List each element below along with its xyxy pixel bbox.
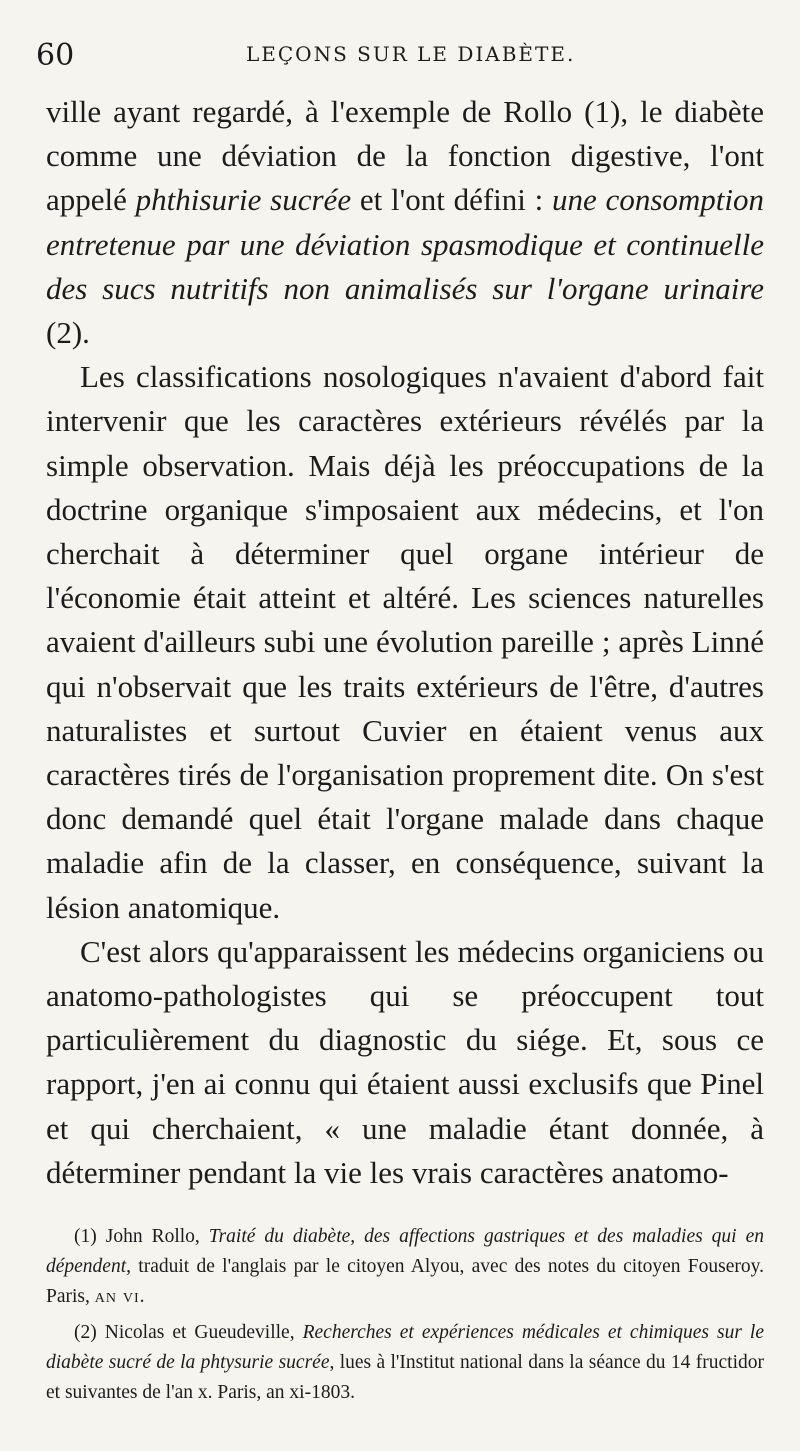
paragraph-1-text-c: et l'ont défini : <box>351 182 553 218</box>
footnote-2-text-a: (2) Nicolas et Gueudeville, <box>74 1322 303 1343</box>
paragraph-3: C'est alors qu'apparaissent les médecins organiciens ou anatomo-pathologistes qui se préoccupent tout particulièrement du diagnostic du siége. Et, sous ce rapport, j'en ai connu qui étaient aussi exclusifs que Pinel et qui cherchaient, « une maladie étant donnée, à déterminer pendant la vie les vrais caractères anatomo- <box>46 933 764 1190</box>
paragraph-1-text-a: ville ayant regardé, à l'exemple de Rollo (1), le diabète comme une déviation de la fonction digestive, l'ont appelé <box>46 94 764 218</box>
paragraph-1 <box>46 90 764 355</box>
footnote-1 <box>46 1222 764 1312</box>
footnote-1-year: an vi <box>94 1286 140 1307</box>
paragraph-2: Les classifications nosologiques n'avaient d'abord fait intervenir que les caractères extérieurs révélés par la simple observation. Mais déjà les préoccupations de la doctrine organique s'imposaient aux médecins, et l'on cherchait à déterminer quel organe intérieur de l'économie était atteint et altéré. Les sciences naturelles avaient d'ailleurs subi une évolution pareille ; après Linné qui n'observait que les traits extérieurs de l'être, d'autres naturalistes et surtout Cuvier en étaient venus aux caractères tirés de l'organisation proprement dite. On s'est donc demandé quel était l'organe malade dans chaque maladie afin de la classer, en conséquence, suivant la lésion anatomique. <box>46 359 764 925</box>
footnotes <box>46 1222 764 1414</box>
page-header <box>36 30 764 90</box>
footnote-2 <box>46 1318 764 1408</box>
footnote-2-text-c: , lues à l'Institut national dans la séance du 14 fructidor et suivantes de l'an x. Paris, an xi-1803. <box>46 1352 764 1403</box>
paragraph-1-definition: une consomption entretenue par une déviation spasmodique et continuelle des sucs nutritifs non animalisés sur l'organe urinaire <box>46 182 764 306</box>
footnote-2-title: Recherches et expériences médicales et chimiques sur le diabète sucré de la phtysurie sucrée <box>46 1322 764 1373</box>
running-head: LEÇONS SUR LE DIABÈTE. <box>246 42 576 66</box>
paragraph-1-term: phthisurie sucrée <box>135 182 352 218</box>
page-number: 60 <box>36 38 75 73</box>
body-text <box>46 90 764 1195</box>
footnote-1-text-c: , traduit de l'anglais par le citoyen Alyou, avec des notes du citoyen Fouseroy. Paris, <box>46 1256 764 1307</box>
footnote-1-title: Traité du diabète, des affections gastriques et des maladies qui en dépendent <box>46 1226 764 1277</box>
paragraph-1-text-e: (2). <box>46 315 90 351</box>
footnote-1-text-e: . <box>139 1286 145 1307</box>
footnote-1-text-a: (1) John Rollo, <box>74 1226 209 1247</box>
